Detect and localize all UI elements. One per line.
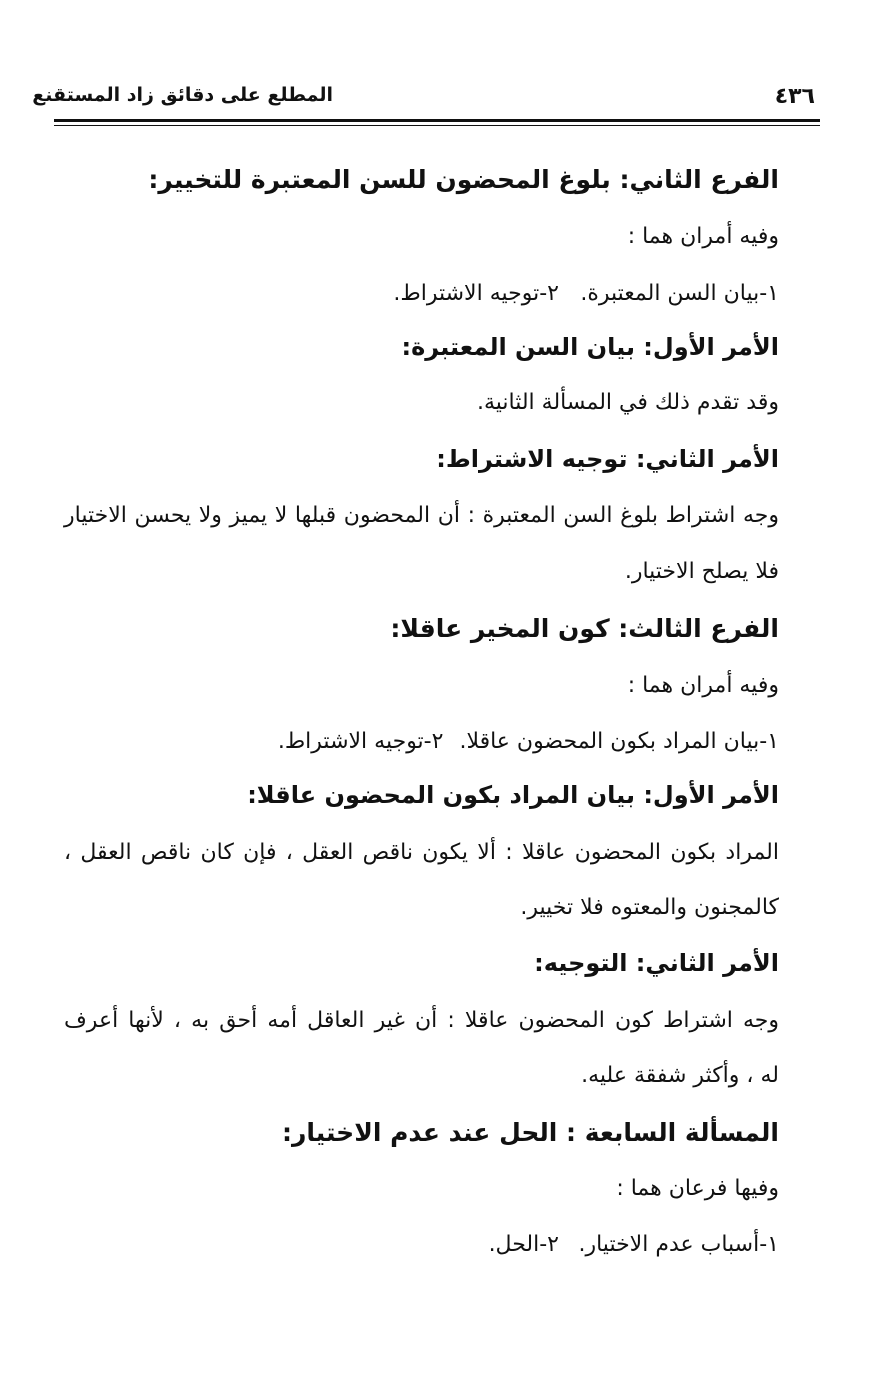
paragraph: وفيه أمران هما :: [627, 673, 779, 698]
section-heading: المسألة السابعة : الحل عند عدم الاختيار:: [282, 1118, 779, 1147]
paragraph: المراد بكون المحضون عاقلا : ألا يكون ناقص العقل ، فإن كان ناقص العقل ،: [64, 840, 779, 865]
subsection-heading: الأمر الأول: بيان المراد بكون المحضون عاقلا:: [247, 781, 779, 809]
list-item: ١-بيان المراد بكون المحضون عاقلا.: [459, 729, 779, 754]
section-heading: الفرع الثاني: بلوغ المحضون للسن المعتبرة للتخيير:: [148, 165, 779, 194]
list-row: [220, 281, 779, 306]
list-item: ٢-توجيه الاشتراط.: [277, 729, 444, 754]
paragraph: فلا يصلح الاختيار.: [624, 559, 779, 584]
running-header-title: المطلع على دقائق زاد المستقنع: [32, 84, 333, 106]
list-row: [220, 729, 779, 754]
paragraph: وجه اشتراط كون المحضون عاقلا : أن غير العاقل أمه أحق به ، لأنها أعرف: [64, 1008, 779, 1033]
section-heading: الفرع الثالث: كون المخير عاقلا:: [390, 614, 779, 643]
list-row: [220, 1232, 779, 1257]
subsection-heading: الأمر الثاني: توجيه الاشتراط:: [436, 445, 779, 473]
list-item: ١-أسباب عدم الاختيار.: [578, 1232, 779, 1257]
paragraph: وفيه أمران هما :: [627, 224, 779, 249]
header-rule-thick: [54, 119, 820, 122]
page-number: ٤٣٦: [774, 84, 815, 109]
paragraph: وقد تقدم ذلك في المسألة الثانية.: [476, 390, 779, 415]
list-item: ١-بيان السن المعتبرة.: [580, 281, 779, 306]
paragraph: وجه اشتراط بلوغ السن المعتبرة : أن المحضون قبلها لا يميز ولا يحسن الاختيار: [64, 503, 779, 528]
paragraph: وفيها فرعان هما :: [616, 1176, 779, 1201]
subsection-heading: الأمر الأول: بيان السن المعتبرة:: [401, 333, 779, 361]
list-item: ٢-توجيه الاشتراط.: [393, 281, 559, 306]
paragraph: له ، وأكثر شفقة عليه.: [581, 1063, 779, 1088]
paragraph: كالمجنون والمعتوه فلا تخيير.: [520, 895, 779, 920]
list-item: ٢-الحل.: [488, 1232, 559, 1257]
header-rule-thin: [54, 125, 820, 126]
subsection-heading: الأمر الثاني: التوجيه:: [534, 949, 779, 977]
